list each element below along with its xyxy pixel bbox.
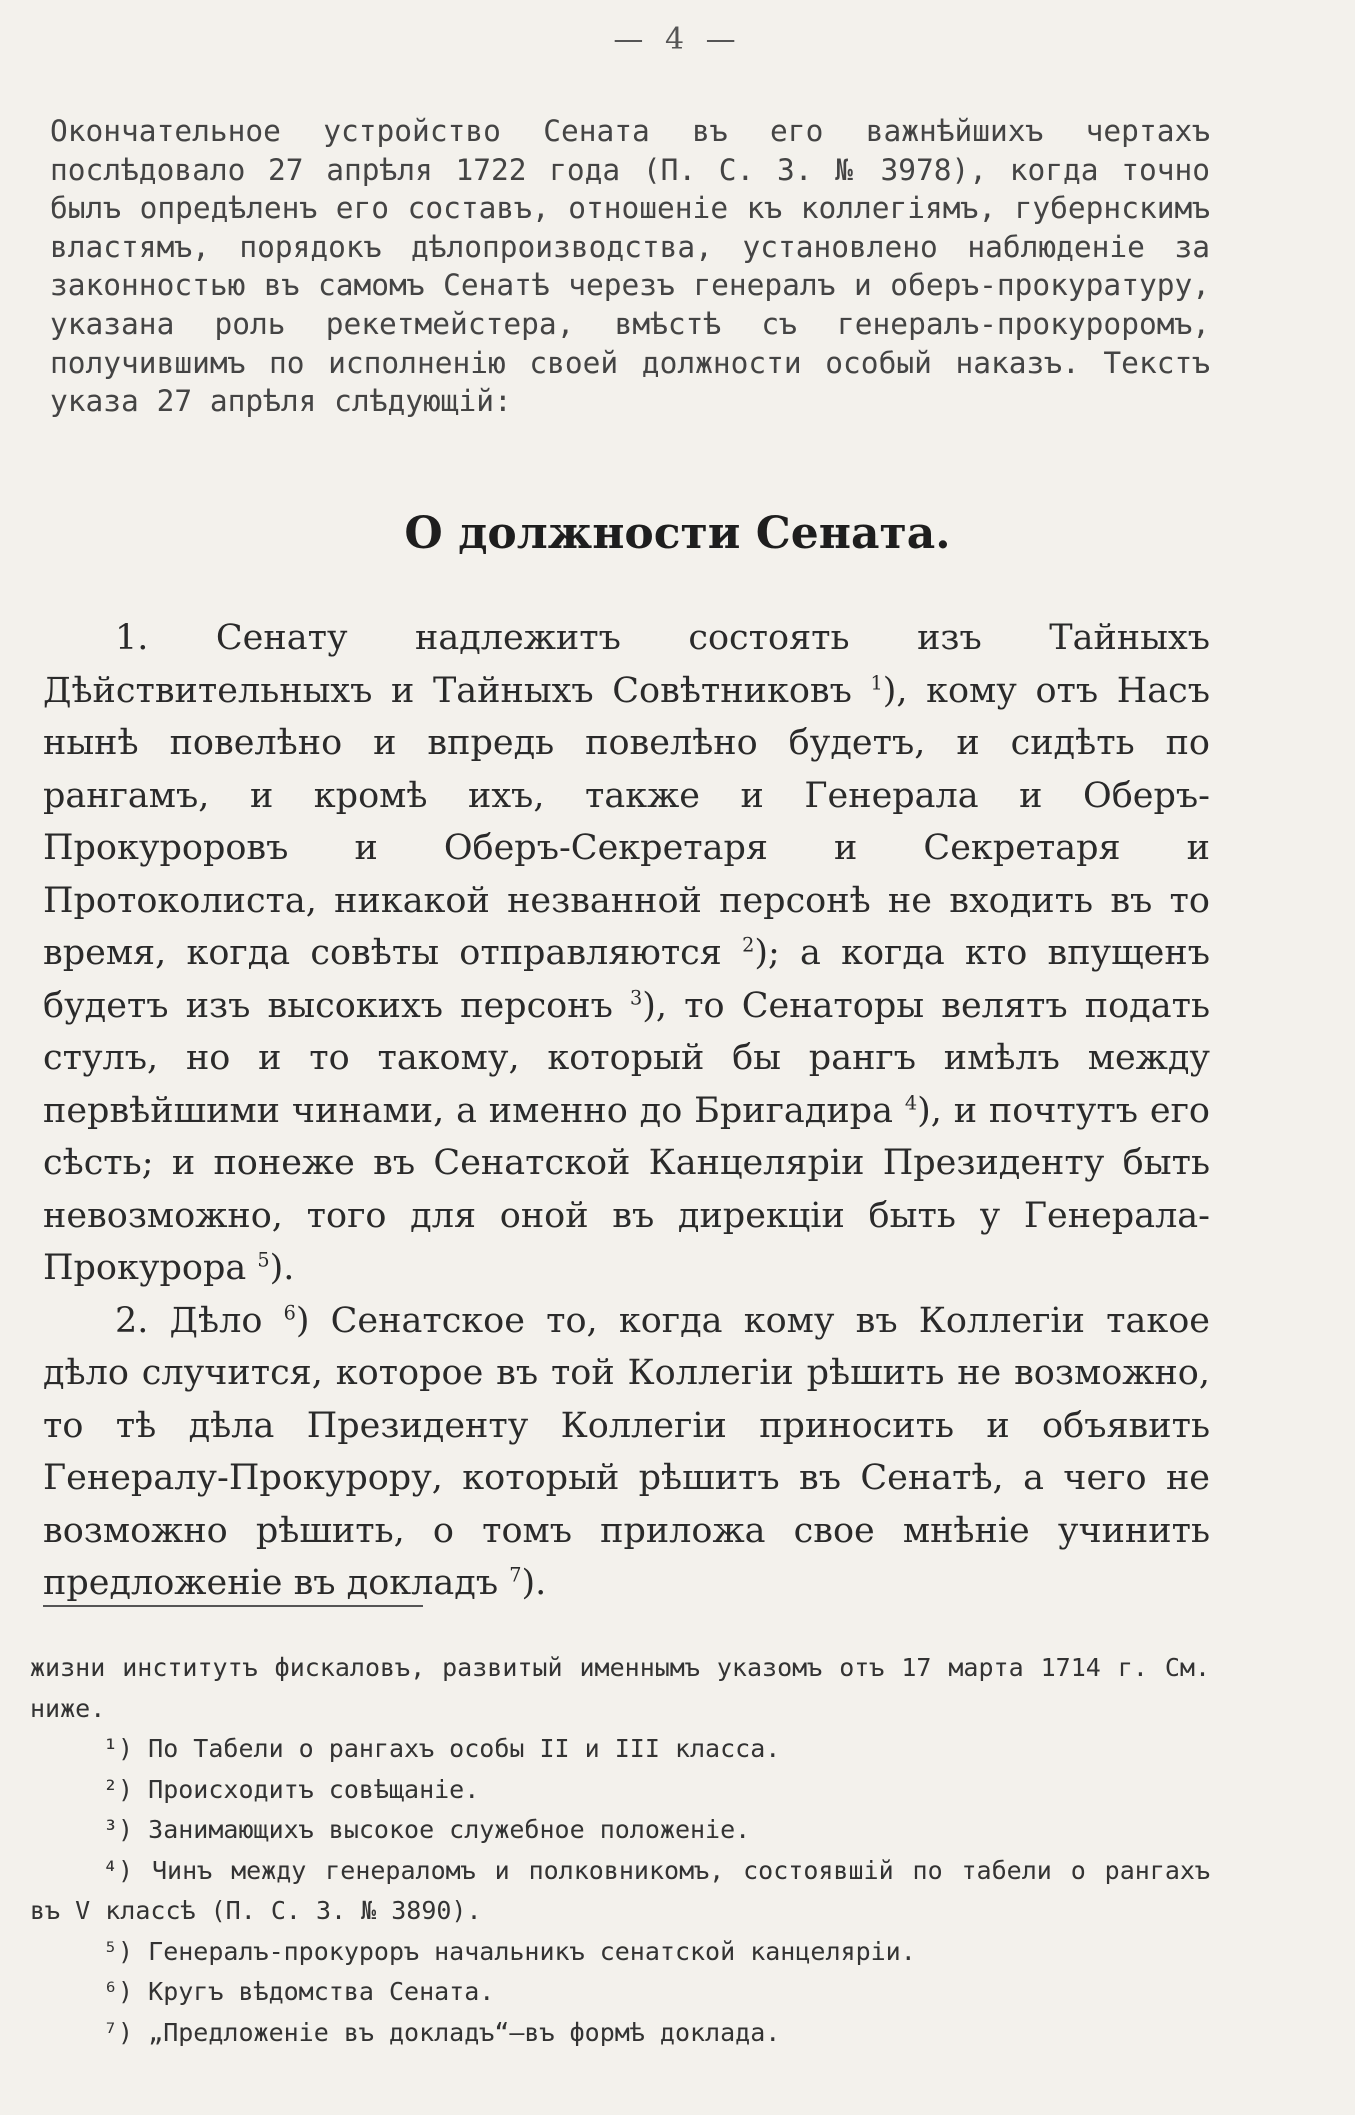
footnote-marker-6: 6 xyxy=(283,1300,296,1324)
article-1-text: ), и почтутъ его сѣсть; и понеже въ Сенатской Канцеляріи Президенту быть невозможно, того для оной въ дирекціи быть у Генерала-Прокурора xyxy=(43,1090,1211,1288)
article-1-text: ), кому отъ Насъ нынѣ повелѣно и впредь повелѣно будетъ, и сидѣть по рангамъ, и кромѣ ихъ, также и Генерала и Оберъ-Прокуроровъ и Оберъ-Секретаря и Секретаря и Протоколиста, никакой незванной персонѣ не входить въ то время, когда совѣты отправляются xyxy=(43,670,1210,973)
page-number: — 4 — xyxy=(613,22,742,57)
article-1-text: ), то Сенаторы велятъ подать стулъ, но и то такому, который бы рангъ имѣлъ между первѣйшими чинами, а именно до Бригадира xyxy=(43,985,1211,1131)
footnote-continuation: жизни институтъ фискаловъ, развитый именнымъ указомъ отъ 17 марта 1714 г. См. ниже. xyxy=(30,1653,1210,1723)
footnote-marker-5: 5 xyxy=(257,1248,270,1272)
footnote-6: ⁶) Кругъ вѣдомства Сената. xyxy=(103,1977,495,2006)
footnote-marker-2: 2 xyxy=(742,933,755,957)
article-2-text: 2. Дѣло xyxy=(115,1300,284,1341)
footnote-7: ⁷) „Предложеніе въ докладъ“—въ формѣ доклада. xyxy=(103,2017,781,2047)
footnote-divider xyxy=(43,1605,423,1607)
footnote-marker-7: 7 xyxy=(509,1563,522,1587)
footnote-marker-1: 1 xyxy=(870,670,883,694)
footnote-5: ⁵) Генералъ-прокуроръ начальникъ сенатской канцеляріи. xyxy=(103,1936,916,1966)
section-heading: О должности Сената. xyxy=(404,508,951,559)
footnote-2: ²) Происходитъ совѣщаніе. xyxy=(103,1774,480,1804)
footnote-marker-4: 4 xyxy=(904,1090,918,1114)
article-1-text: ). xyxy=(269,1248,295,1288)
intro-paragraph: Окончательное устройство Сената въ его важнѣйшихъ чертахъ послѣдовало 27 апрѣля 1722 года (П. С. З. № 3978), когда точно былъ опредѣленъ его составъ, отношеніе къ коллегіямъ, губернскимъ властямъ, порядокъ дѣлопроизводства, установлено наблюденіе за законностью въ самомъ Сенатѣ черезъ генералъ и оберъ-прокуратуру, указана роль рекетмейстера, вмѣстѣ съ генералъ-прокуроромъ, получившимъ по исполненію своей должности особый наказъ. Текстъ указа 27 апрѣля слѣдующій: xyxy=(50,114,1210,419)
article-2-text: ) Сенатское то, когда кому въ Коллегіи такое дѣло случится, которое въ той Коллегіи рѣшить не возможно, то тѣ дѣла Президенту Коллегіи приносить и объявить Генералу-Прокурору, который рѣшитъ въ Сенатѣ, а чего не возможно рѣшить, о томъ приложа свое мнѣніе учинить предложеніе въ докладъ xyxy=(43,1300,1210,1603)
footnote-3: ³) Занимающихъ высокое служебное положеніе. xyxy=(103,1815,751,1844)
decree-text xyxy=(43,612,1210,1610)
footnotes xyxy=(30,1648,1210,2053)
footnote-4: ⁴) Чинъ между генераломъ и полковникомъ, состоявшій по табели о рангахъ въ V классѣ (П. С. З. № 3890). xyxy=(30,1855,1210,1925)
footnote-marker-3: 3 xyxy=(629,985,643,1009)
article-1-text: 1. Сенату надлежитъ состоять изъ Тайныхъ Дѣйствительныхъ и Тайныхъ Совѣтниковъ xyxy=(43,618,1210,711)
article-1 xyxy=(43,612,1210,1295)
article-1-text: ); а когда кто впущенъ будетъ изъ высокихъ персонъ xyxy=(43,933,1210,1026)
article-2 xyxy=(43,1295,1210,1610)
footnote-1: ¹) По Табели о рангахъ особы II и III класса. xyxy=(103,1734,781,1763)
article-2-text: ). xyxy=(521,1563,547,1603)
